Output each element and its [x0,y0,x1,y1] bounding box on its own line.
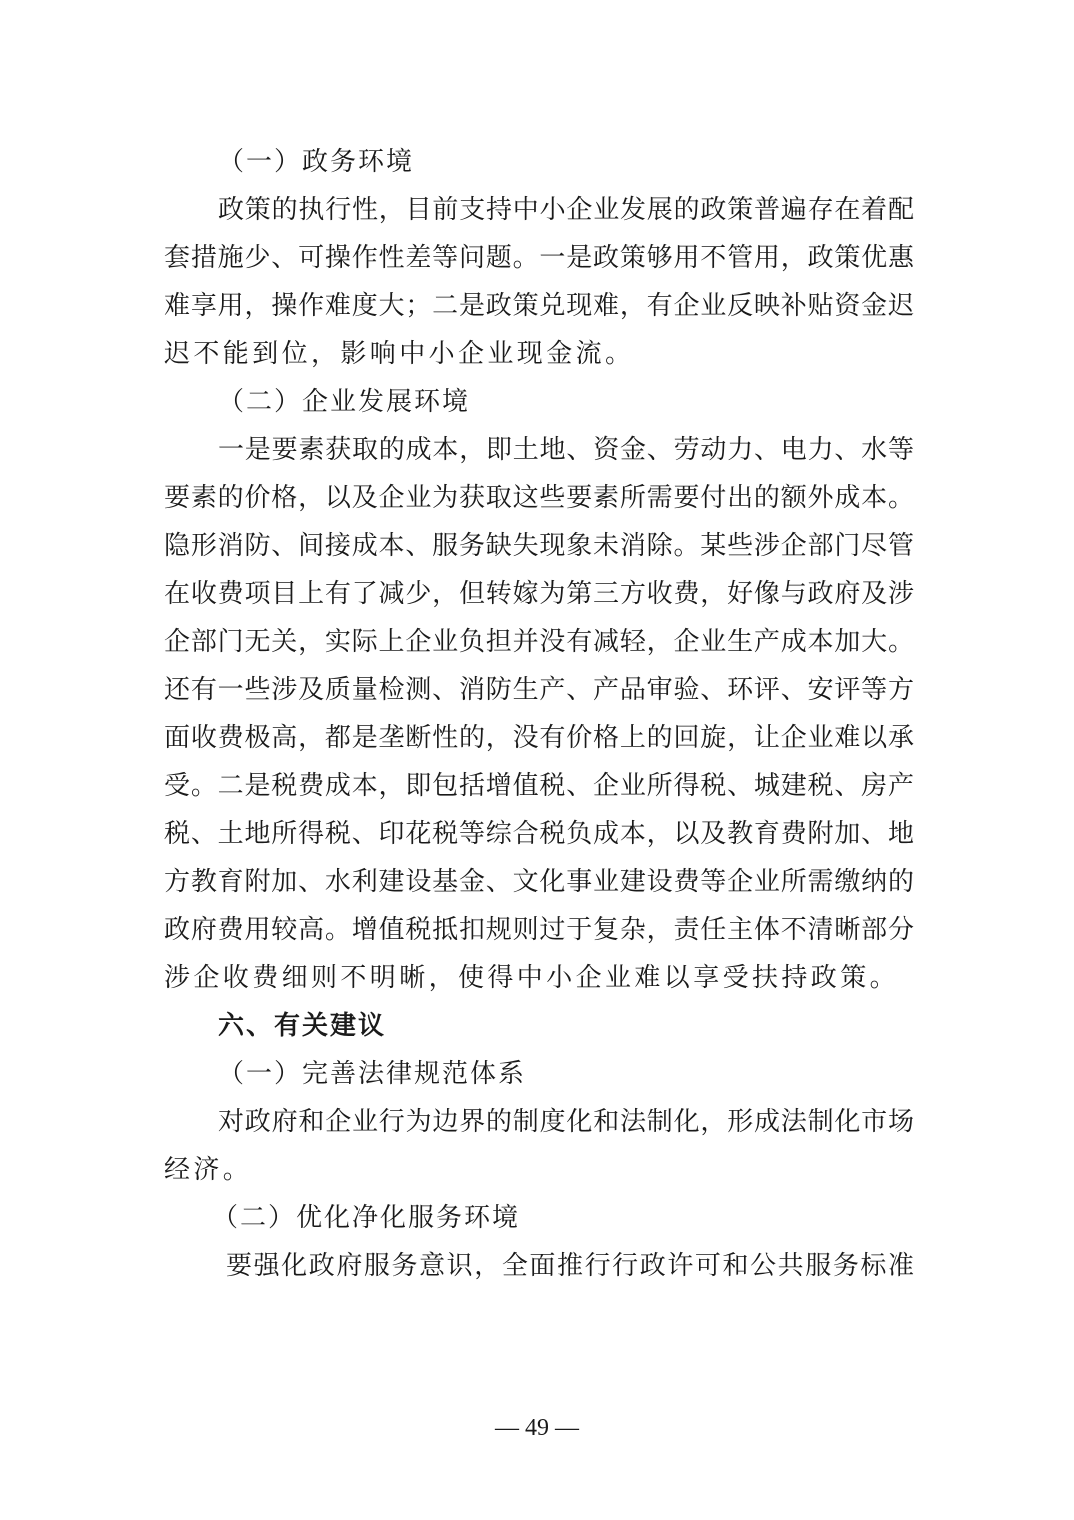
section-heading-suggestions: 六、有关建议 [218,1011,387,1041]
paragraph-line: 在收费项目上有了减少，但转嫁为第三方收费，好像与政府及涉 [164,579,914,609]
paragraph-line: 一是要素获取的成本，即土地、资金、劳动力、电力、水等 [218,435,914,465]
page-number: — 49 — [495,1415,579,1441]
paragraph-line: 要素的价格，以及企业为获取这些要素所需要付出的额外成本。 [164,483,914,513]
paragraph-line: 涉企收费细则不明晰，使得中小企业难以享受扶持政策。 [164,963,900,993]
paragraph-line: 税、土地所得税、印花税等综合税负成本，以及教育费附加、地 [164,819,914,849]
paragraph-line: 企部门无关，实际上企业负担并没有减轻，企业生产成本加大。 [164,627,914,657]
paragraph-line: 方教育附加、水利建设基金、文化事业建设费等企业所需缴纳的 [164,867,914,897]
paragraph-line: 要强化政府服务意识，全面推行行政许可和公共服务标准 [226,1251,914,1281]
paragraph-line: 经济。 [164,1155,253,1185]
paragraph-line: 还有一些涉及质量检测、消防生产、产品审验、环评、安评等方 [164,675,914,705]
paragraph-line: 难享用，操作难度大；二是政策兑现难，有企业反映补贴资金迟 [164,291,914,321]
document-body [164,138,914,1290]
paragraph-line: 套措施少、可操作性差等问题。一是政策够用不管用，政策优惠 [164,243,914,273]
paragraph-line: 政府费用较高。增值税抵扣规则过于复杂，责任主体不清晰部分 [164,915,914,945]
paragraph-line: 隐形消防、间接成本、服务缺失现象未消除。某些涉企部门尽管 [164,531,914,561]
section-subheading-government-environment: （一）政务环境 [218,147,415,177]
paragraph-line: 面收费极高，都是垄断性的，没有价格上的回旋，让企业难以承 [164,723,914,753]
paragraph-line: 迟不能到位，影响中小企业现金流。 [164,339,635,369]
paragraph-line: 受。二是税费成本，即包括增值税、企业所得税、城建税、房产 [164,771,914,801]
section-subheading-service-environment: （二）优化净化服务环境 [212,1203,521,1233]
section-subheading-enterprise-environment: （二）企业发展环境 [218,387,471,417]
paragraph-line: 对政府和企业行为边界的制度化和法制化，形成法制化市场 [218,1107,914,1137]
paragraph-line: 政策的执行性，目前支持中小企业发展的政策普遍存在着配 [218,195,914,225]
section-subheading-legal-system: （一）完善法律规范体系 [218,1059,527,1089]
